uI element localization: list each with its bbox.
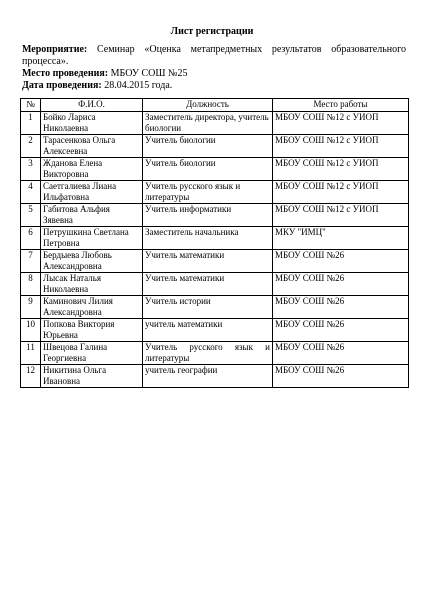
row-workplace: МБОУ СОШ №26 bbox=[273, 273, 409, 296]
row-number: 7 bbox=[21, 250, 41, 273]
table-row bbox=[21, 365, 409, 388]
row-workplace: МБОУ СОШ №26 bbox=[273, 296, 409, 319]
place-value: МБОУ СОШ №25 bbox=[110, 68, 188, 79]
table-row bbox=[21, 319, 409, 342]
event-label: Мероприятие: bbox=[22, 44, 88, 55]
table-row bbox=[21, 342, 409, 365]
table-row bbox=[21, 204, 409, 227]
row-workplace: МБОУ СОШ №12 с УИОП bbox=[273, 181, 409, 204]
row-name: Швецова Галина Георгиевна bbox=[41, 342, 143, 365]
row-number: 3 bbox=[21, 158, 41, 181]
registration-table bbox=[20, 98, 409, 388]
row-position: Учитель русского язык и литературы bbox=[143, 181, 273, 204]
date-value: 28.04.2015 года. bbox=[104, 80, 173, 91]
table-header-row bbox=[21, 99, 409, 112]
row-number: 8 bbox=[21, 273, 41, 296]
row-number: 1 bbox=[21, 112, 41, 135]
row-number: 12 bbox=[21, 365, 41, 388]
row-name: Бердыева Любовь Александровна bbox=[41, 250, 143, 273]
row-number: 4 bbox=[21, 181, 41, 204]
document-title: Лист регистрации bbox=[170, 26, 254, 37]
row-number: 5 bbox=[21, 204, 41, 227]
row-workplace: МБОУ СОШ №26 bbox=[273, 319, 409, 342]
row-workplace: МБОУ СОШ №12 с УИОП bbox=[273, 158, 409, 181]
row-position: Учитель русского язык и литературы bbox=[143, 342, 273, 365]
row-position: Учитель истории bbox=[143, 296, 273, 319]
table-row bbox=[21, 181, 409, 204]
row-position: Учитель математики bbox=[143, 250, 273, 273]
row-name: Тарасенкова Ольга Алексеевна bbox=[41, 135, 143, 158]
row-workplace: МБОУ СОШ №12 с УИОП bbox=[273, 204, 409, 227]
event-value: Семинар «Оценка метапредметных результатов образовательного процесса». bbox=[22, 44, 406, 67]
row-name: Петрушкина Светлана Петровна bbox=[41, 227, 143, 250]
row-workplace: МКУ "ИМЦ" bbox=[273, 227, 409, 250]
row-position: Учитель математики bbox=[143, 273, 273, 296]
row-workplace: МБОУ СОШ №26 bbox=[273, 250, 409, 273]
table-row bbox=[21, 227, 409, 250]
table-row bbox=[21, 112, 409, 135]
table-row bbox=[21, 250, 409, 273]
row-number: 11 bbox=[21, 342, 41, 365]
row-workplace: МБОУ СОШ №12 с УИОП bbox=[273, 135, 409, 158]
row-name: Габитова Альфия Зявевна bbox=[41, 204, 143, 227]
table-row bbox=[21, 135, 409, 158]
row-position: Заместитель начальника bbox=[143, 227, 273, 250]
row-number: 10 bbox=[21, 319, 41, 342]
row-name: Попкова Виктория Юрьевна bbox=[41, 319, 143, 342]
row-name: Каминович Лилия Александровна bbox=[41, 296, 143, 319]
row-position: Учитель биологии bbox=[143, 158, 273, 181]
row-name: Жданова Елена Викторовна bbox=[41, 158, 143, 181]
row-number: 6 bbox=[21, 227, 41, 250]
row-number: 2 bbox=[21, 135, 41, 158]
row-position: Заместитель директора, учитель биологии bbox=[143, 112, 273, 135]
row-name: Никитина Ольга Ивановна bbox=[41, 365, 143, 388]
table-row bbox=[21, 273, 409, 296]
table-row bbox=[21, 158, 409, 181]
row-position: учитель математики bbox=[143, 319, 273, 342]
table-row bbox=[21, 296, 409, 319]
row-number: 9 bbox=[21, 296, 41, 319]
date-label: Дата проведения: bbox=[22, 80, 102, 91]
header-workplace: Место работы bbox=[273, 99, 409, 112]
header-position: Должность bbox=[143, 99, 273, 112]
event-line bbox=[22, 44, 406, 68]
row-name: Бойко Лариса Николаевна bbox=[41, 112, 143, 135]
date-line bbox=[22, 80, 406, 92]
header-name: Ф.И.О. bbox=[41, 99, 143, 112]
row-position: Учитель информатики bbox=[143, 204, 273, 227]
row-name: Саетгалиева Лиана Ильфатовна bbox=[41, 181, 143, 204]
row-workplace: МБОУ СОШ №12 с УИОП bbox=[273, 112, 409, 135]
row-position: учитель географии bbox=[143, 365, 273, 388]
row-position: Учитель биологии bbox=[143, 135, 273, 158]
place-label: Место проведения: bbox=[22, 68, 109, 79]
row-workplace: МБОУ СОШ №26 bbox=[273, 342, 409, 365]
row-name: Лысак Наталья Николаевна bbox=[41, 273, 143, 296]
place-line bbox=[22, 68, 406, 80]
header-number: № bbox=[21, 99, 41, 112]
row-workplace: МБОУ СОШ №26 bbox=[273, 365, 409, 388]
